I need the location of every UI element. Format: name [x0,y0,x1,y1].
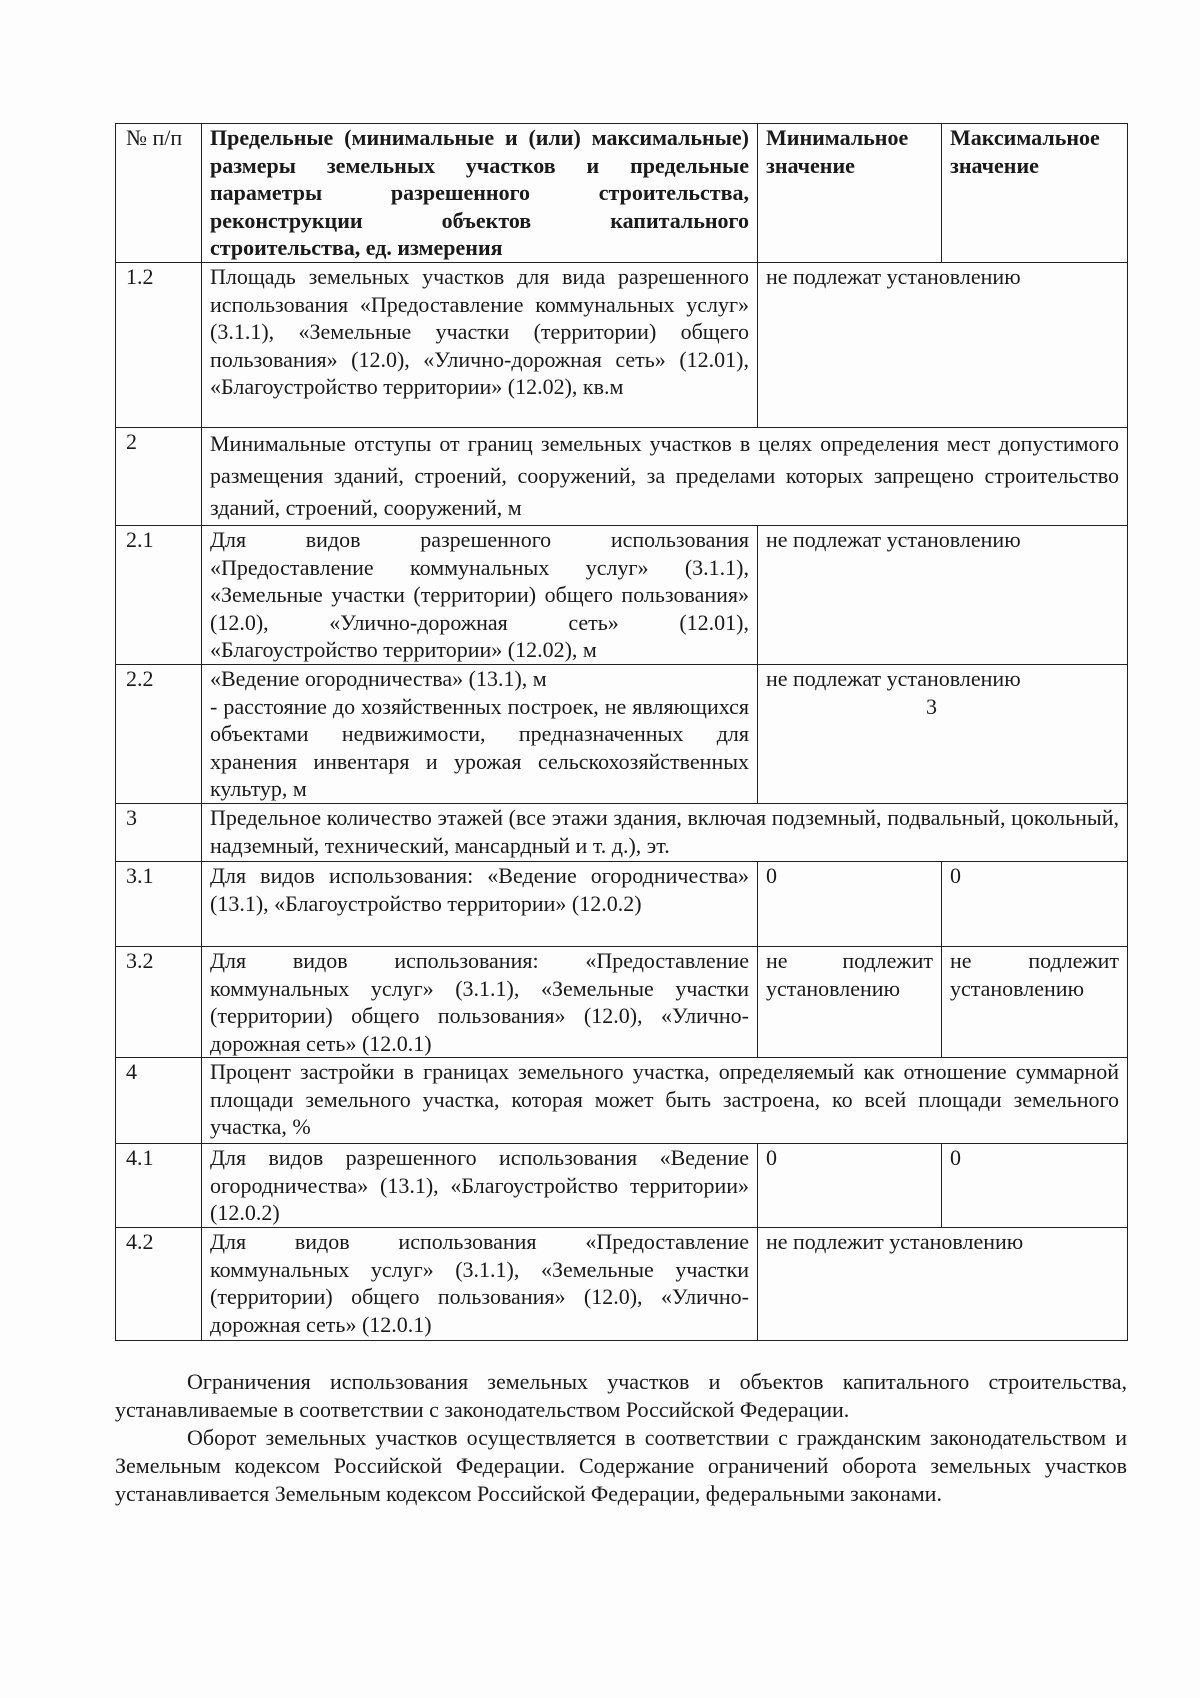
row-param [202,665,758,804]
row-value: не подлежит установлению [758,1228,1128,1341]
body-text [115,1368,1127,1508]
header-param: Предельные (минимальные и (или) максимальные) размеры земельных участков и предельные параметры разрешенного строительства, реконструкции объектов капитального строительства, ед. измерения [202,124,758,263]
row-param: Для видов разрешенного использования «Ведение огородничества» (13.1), «Благоустройство территории» (12.0.2) [202,1144,758,1228]
paragraph: Ограничения использования земельных участков и объектов капитального строительства, устанавливаемые в соответствии с законодательством Российской Федерации. [115,1369,1127,1422]
header-max: Максимальное значение [942,124,1128,263]
row-max: 0 [942,1144,1128,1228]
row-param: Для видов использования: «Предоставление коммунальных услуг» (3.1.1), «Земельные участки (территории) общего пользования» (12.0), «Улично-дорожная сеть» (12.0.1) [202,947,758,1058]
table-header-row [116,124,1128,263]
row-param: Для видов использования: «Ведение огородничества» (13.1), «Благоустройство территории» (12.0.2) [202,862,758,947]
paragraph: Оборот земельных участков осуществляется в соответствии с гражданским законодательством и Земельным кодексом Российской Федерации. Содержание ограничений оборота земельных участков устанавливается Земельным кодексом Российской Федерации, федеральными законами. [115,1425,1127,1506]
table-row [116,1228,1128,1341]
parameters-table [115,123,1128,1341]
row-num: 4.2 [116,1228,202,1341]
row-param-line2: - расстояние до хозяйственных построек, не являющихся объектами недвижимости, предназначенных для хранения инвентаря и урожая сельскохозяйственных культур, м [210,693,749,801]
row-max: 0 [942,862,1128,947]
row-param-line1: «Ведение огородничества» (13.1), м [210,666,547,691]
row-value [758,665,1128,804]
table-row [116,526,1128,665]
row-num: 3 [116,804,202,862]
table-row [116,665,1128,804]
row-num: 2.2 [116,665,202,804]
row-param: Процент застройки в границах земельного участка, определяемый как отношение суммарной площади земельного участка, которая может быть застроена, ко всей площади земельного участка, % [202,1058,1128,1144]
row-min: 0 [758,862,942,947]
row-param: Предельное количество этажей (все этажи здания, включая подземный, подвальный, цокольный, надземный, технический, мансардный и т. д.), эт. [202,804,1128,862]
row-param: Минимальные отступы от границ земельных участков в целях определения мест допустимого размещения зданий, строений, сооружений, за пределами которых запрещено строительство зданий, строений, сооружений, м [202,428,1128,526]
table-row [116,862,1128,947]
row-num: 2.1 [116,526,202,665]
row-param: Площадь земельных участков для вида разрешенного использования «Предоставление коммунальных услуг» (3.1.1), «Земельные участки (территории) общего пользования» (12.0), «Улично-дорожная сеть» (12.01), «Благоустройство территории» (12.02), кв.м [202,263,758,428]
row-min: не подлежит установлению [758,947,942,1058]
header-min: Минимальное значение [758,124,942,263]
row-num: 2 [116,428,202,526]
table-row [116,804,1128,862]
table-row [116,947,1128,1058]
row-value-line2: 3 [926,693,937,719]
table-row [116,1058,1128,1144]
row-num: 1.2 [116,263,202,428]
row-num: 4 [116,1058,202,1144]
table-row [116,263,1128,428]
row-num: 3.2 [116,947,202,1058]
row-param: Для видов использования «Предоставление коммунальных услуг» (3.1.1), «Земельные участки (территории) общего пользования» (12.0), «Улично-дорожная сеть» (12.0.1) [202,1228,758,1341]
row-param: Для видов разрешенного использования «Предоставление коммунальных услуг» (3.1.1), «Земельные участки (территории) общего пользования» (12.0), «Улично-дорожная сеть» (12.01), «Благоустройство территории» (12.02), м [202,526,758,665]
row-max: не подлежит установлению [942,947,1128,1058]
row-value: не подлежат установлению [758,526,1128,665]
row-value-line1: не подлежат установлению [766,666,1021,691]
header-num: № п/п [116,124,202,263]
table-row [116,428,1128,526]
table-row [116,1144,1128,1228]
row-num: 4.1 [116,1144,202,1228]
row-num: 3.1 [116,862,202,947]
row-min: 0 [758,1144,942,1228]
row-value: не подлежат установлению [758,263,1128,428]
